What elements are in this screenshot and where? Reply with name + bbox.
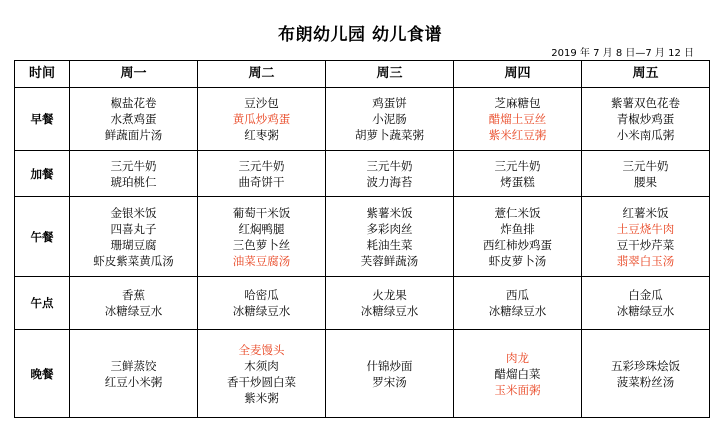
menu-cell-fri: [582, 88, 710, 151]
dish-item: 紫薯米饭: [366, 205, 413, 220]
header-day-wed: 周三: [326, 61, 454, 88]
dish-item: 紫米粥: [244, 390, 279, 405]
dish-item: 炸鱼排: [500, 221, 535, 236]
dish-item: 葡萄干米饭: [232, 205, 291, 220]
dish-item: 鸡蛋饼: [372, 96, 407, 110]
menu-cell-tue: [198, 330, 326, 418]
menu-cell-thu: [454, 151, 582, 197]
meal-row: [15, 151, 710, 197]
dish-item: 全麦馒头: [238, 342, 285, 357]
menu-cell-wed: [326, 88, 454, 151]
dish-item: 琥珀桃仁: [110, 174, 157, 189]
dish-item: 油菜豆腐汤: [232, 253, 291, 268]
menu-cell-wed: [326, 277, 454, 330]
dish-item: 西瓜: [506, 288, 529, 302]
dish-item: 白金瓜: [628, 288, 663, 302]
dish-item: 红豆小米粥: [104, 374, 163, 389]
dish-item: 三元牛奶: [494, 158, 541, 173]
menu-cell-tue: [198, 197, 326, 277]
dish-item: 波力海苔: [366, 174, 413, 189]
dish-item: 木须肉: [244, 358, 279, 373]
menu-cell-mon: [70, 151, 198, 197]
dish-item: 珊瑚豆腐: [110, 237, 157, 252]
dish-item: 三元牛奶: [238, 158, 285, 173]
meal-label: 晚餐: [15, 330, 70, 418]
menu-cell-tue: [198, 277, 326, 330]
meal-label: 午餐: [15, 197, 70, 277]
dish-item: 耗油生菜: [366, 237, 413, 252]
meal-label: 加餐: [15, 151, 70, 197]
dish-item: 豆沙包: [244, 96, 279, 110]
header-day-tue: 周二: [198, 61, 326, 88]
dish-item: 三元牛奶: [622, 158, 669, 173]
dish-item: 金银米饭: [110, 205, 157, 220]
dish-item: 翡翠白玉汤: [616, 253, 675, 268]
menu-cell-thu: [454, 197, 582, 277]
menu-cell-thu: [454, 277, 582, 330]
menu-cell-mon: [70, 277, 198, 330]
dish-item: 黄瓜炒鸡蛋: [232, 112, 291, 126]
dish-item: 冰糖绿豆水: [232, 304, 291, 318]
dish-item: 胡萝卜蔬菜粥: [355, 128, 424, 142]
dish-item: 土豆烧牛肉: [616, 221, 675, 236]
menu-cell-wed: [326, 151, 454, 197]
dish-item: 红枣粥: [244, 128, 279, 142]
dish-item: 菠菜粉丝汤: [616, 374, 675, 389]
dish-item: 芙蓉鲜蔬汤: [360, 253, 419, 268]
dish-item: 冰糖绿豆水: [360, 304, 419, 318]
dish-item: 火龙果: [372, 288, 407, 302]
dish-item: 虾皮萝卜汤: [488, 253, 547, 268]
dish-item: 小米南瓜粥: [616, 128, 675, 142]
dish-item: 三色萝卜丝: [232, 237, 291, 252]
dish-item: 三元牛奶: [366, 158, 413, 173]
dish-item: 红薯米饭: [622, 205, 669, 220]
menu-cell-mon: [70, 330, 198, 418]
menu-cell-mon: [70, 197, 198, 277]
meal-row: [15, 277, 710, 330]
dish-item: 五彩珍珠烩饭: [611, 358, 680, 373]
dish-item: 豆干炒芹菜: [616, 237, 675, 252]
menu-cell-tue: [198, 88, 326, 151]
dish-item: 红焖鸭腿: [238, 221, 285, 236]
dish-item: 紫米红豆粥: [488, 128, 547, 142]
dish-item: 曲奇饼干: [238, 174, 285, 189]
menu-cell-mon: [70, 88, 198, 151]
meal-row: [15, 88, 710, 151]
dish-item: 烤蛋糕: [500, 174, 535, 189]
date-range: 2019 年 7 月 8 日—7 月 12 日: [551, 48, 694, 59]
dish-item: 西红柿炒鸡蛋: [483, 237, 552, 252]
dish-item: 冰糖绿豆水: [616, 304, 675, 318]
dish-item: 什锦炒面: [366, 358, 413, 373]
dish-item: 罗宋汤: [372, 374, 407, 389]
menu-cell-fri: [582, 151, 710, 197]
menu-cell-thu: [454, 330, 582, 418]
dish-item: 腰果: [634, 174, 657, 189]
header-day-thu: 周四: [454, 61, 582, 88]
dish-item: 三元牛奶: [110, 158, 157, 173]
dish-item: 薏仁米饭: [494, 205, 541, 220]
header-day-fri: 周五: [582, 61, 710, 88]
page-title: 布朗幼儿园 幼儿食谱: [278, 25, 442, 45]
dish-item: 鲜蔬面片汤: [104, 128, 163, 142]
dish-item: 紫薯双色花卷: [611, 96, 680, 110]
meal-label: 早餐: [15, 88, 70, 151]
header-time: 时间: [15, 61, 70, 88]
dish-item: 醋熘土豆丝: [488, 112, 547, 126]
dish-item: 肉龙: [506, 350, 529, 365]
dish-item: 香干炒圆白菜: [227, 374, 296, 389]
menu-cell-fri: [582, 197, 710, 277]
menu-table: [14, 60, 710, 418]
menu-cell-thu: [454, 88, 582, 151]
dish-item: 四喜丸子: [110, 221, 157, 236]
dish-item: 哈密瓜: [244, 288, 279, 302]
dish-item: 香蕉: [122, 288, 145, 302]
dish-item: 冰糖绿豆水: [104, 304, 163, 318]
dish-item: 醋熘白菜: [494, 366, 541, 381]
dish-item: 水煮鸡蛋: [110, 112, 157, 126]
meal-row: [15, 330, 710, 418]
menu-cell-wed: [326, 330, 454, 418]
dish-item: 青椒炒鸡蛋: [616, 112, 675, 126]
menu-cell-fri: [582, 330, 710, 418]
dish-item: 虾皮紫菜黄瓜汤: [93, 253, 174, 268]
dish-item: 三鲜蒸饺: [110, 358, 157, 373]
menu-table-body: [15, 61, 710, 418]
dish-item: 芝麻糖包: [494, 96, 541, 110]
meal-label: 午点: [15, 277, 70, 330]
dish-item: 小泥肠: [372, 112, 407, 126]
menu-cell-tue: [198, 151, 326, 197]
meal-row: [15, 197, 710, 277]
dish-item: 玉米面粥: [494, 382, 541, 397]
header-day-mon: 周一: [70, 61, 198, 88]
dish-item: 椒盐花卷: [110, 96, 157, 110]
menu-cell-fri: [582, 277, 710, 330]
dish-item: 冰糖绿豆水: [488, 304, 547, 318]
menu-cell-wed: [326, 197, 454, 277]
dish-item: 多彩肉丝: [366, 221, 413, 236]
header-row: [15, 61, 710, 88]
